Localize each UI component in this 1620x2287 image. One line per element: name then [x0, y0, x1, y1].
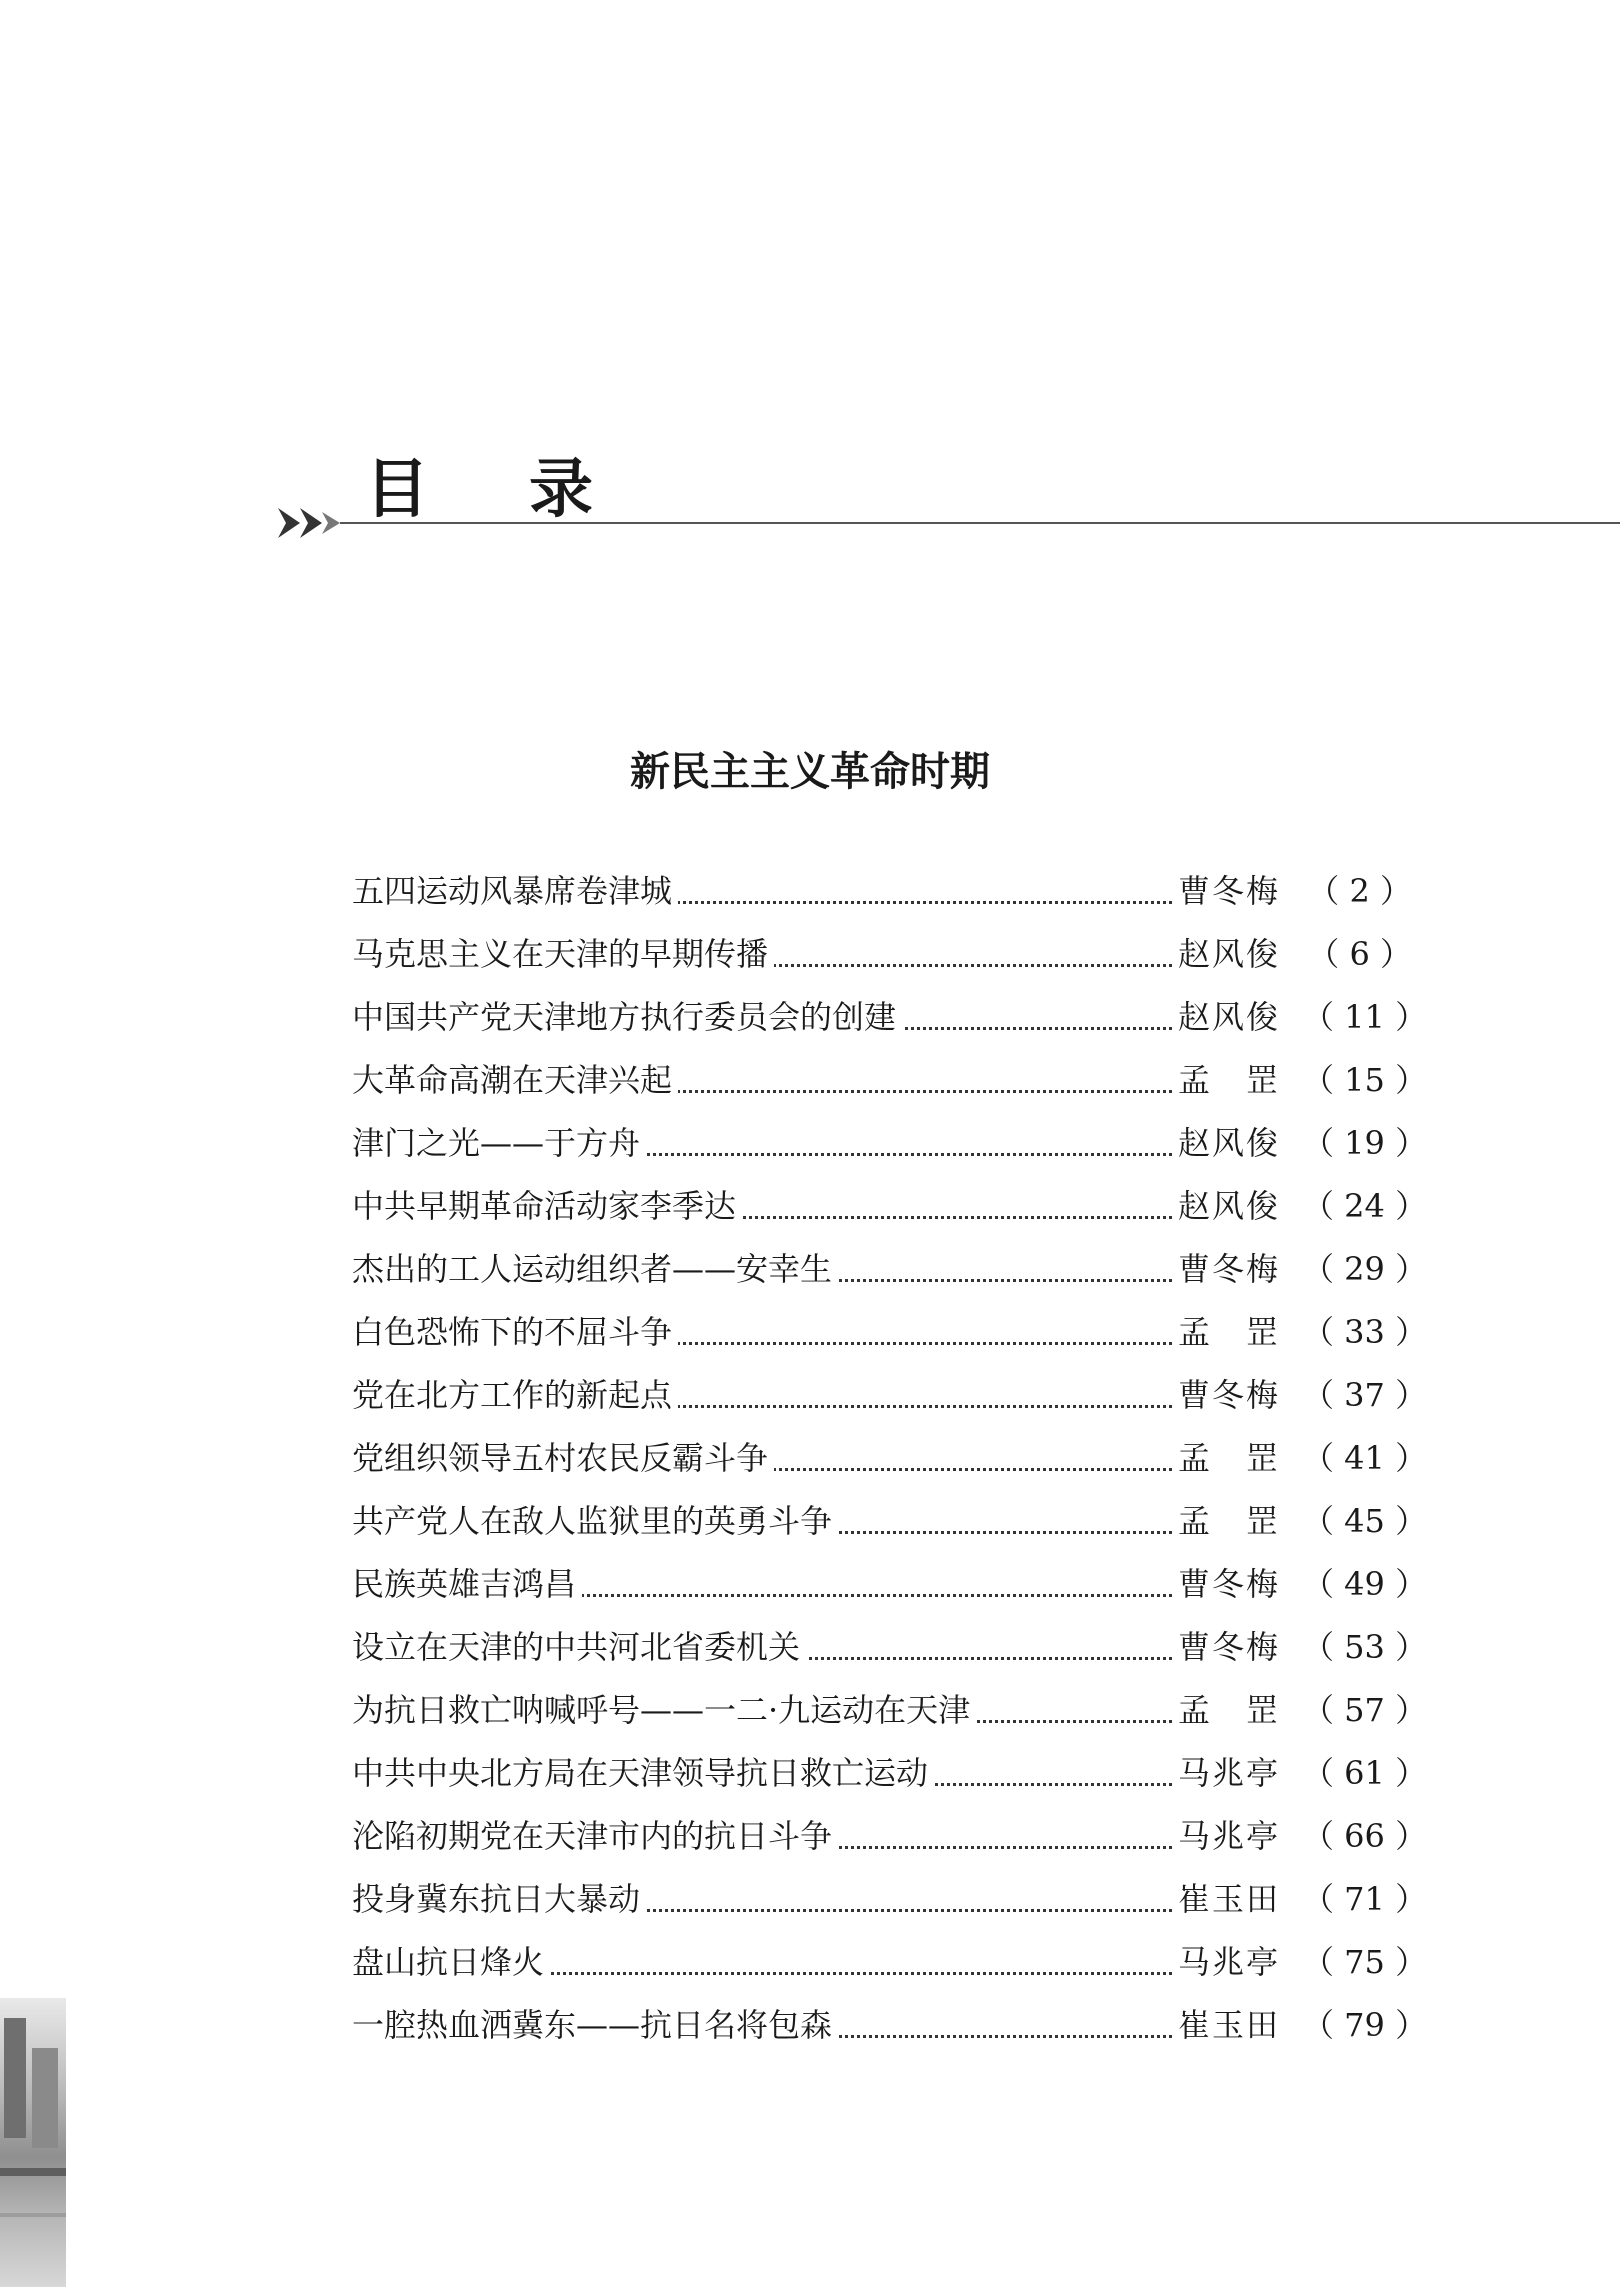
toc-entry-author: 赵风俊	[1174, 1117, 1298, 1169]
toc-entry[interactable]	[352, 1999, 1428, 2062]
toc-entry-page: （ 45 ）	[1302, 1502, 1428, 1540]
toc-entry-page: （ 2 ）	[1307, 872, 1412, 910]
toc-entry-author: 孟 罡	[1174, 1684, 1298, 1736]
toc-entry-author: 赵风俊	[1174, 928, 1298, 980]
toc-entry[interactable]	[352, 1621, 1428, 1684]
toc-entry-title: 为抗日救亡呐喊呼号——一二·九运动在天津	[352, 1684, 976, 1736]
toc-entry[interactable]	[352, 1684, 1428, 1747]
toc-entry[interactable]	[352, 1495, 1428, 1558]
double-arrow-icon	[278, 506, 348, 540]
toc-entry-title: 民族英雄吉鸿昌	[352, 1558, 582, 1610]
title-rule	[340, 522, 1620, 524]
toc-entry-title: 共产党人在敌人监狱里的英勇斗争	[352, 1495, 838, 1547]
toc-entry-author: 孟 罡	[1174, 1306, 1298, 1358]
toc-entry-author: 曹冬梅	[1174, 1243, 1298, 1295]
toc-entry-title: 五四运动风暴席卷津城	[352, 865, 678, 917]
toc-entry-title: 中共中央北方局在天津领导抗日救亡运动	[352, 1747, 934, 1799]
toc-entry-author: 马兆亭	[1174, 1936, 1298, 1988]
page-title: 目录	[365, 453, 693, 527]
toc-entry-author: 曹冬梅	[1174, 1621, 1298, 1673]
toc-entry-title: 津门之光——于方舟	[352, 1117, 646, 1169]
toc-entry-page: （ 71 ）	[1302, 1880, 1428, 1918]
toc-entry-author: 崔玉田	[1174, 1873, 1298, 1925]
toc-entry-author: 孟 罡	[1174, 1495, 1298, 1547]
decorative-photo	[0, 1998, 66, 2287]
toc-entry-title: 盘山抗日烽火	[352, 1936, 550, 1988]
toc-entry-page: （ 66 ）	[1302, 1817, 1428, 1855]
toc-entry[interactable]	[352, 1243, 1428, 1306]
toc-entry[interactable]	[352, 1810, 1428, 1873]
toc-entry[interactable]	[352, 865, 1412, 928]
toc-entry-title: 一腔热血洒冀东——抗日名将包森	[352, 1999, 838, 2051]
toc-entry-author: 赵风俊	[1174, 1180, 1298, 1232]
toc-entry-author: 曹冬梅	[1174, 865, 1298, 917]
toc-list	[352, 865, 1428, 2062]
toc-entry[interactable]	[352, 1747, 1428, 1810]
toc-entry-author: 曹冬梅	[1174, 1369, 1298, 1421]
toc-entry-title: 投身冀东抗日大暴动	[352, 1873, 646, 1925]
toc-entry[interactable]	[352, 1936, 1428, 1999]
toc-entry-author: 曹冬梅	[1174, 1558, 1298, 1610]
toc-entry-page: （ 79 ）	[1302, 2006, 1428, 2044]
section-title: 新民主主义革命时期	[630, 749, 990, 795]
toc-entry[interactable]	[352, 1180, 1428, 1243]
toc-entry-title: 设立在天津的中共河北省委机关	[352, 1621, 806, 1673]
toc-entry-title: 白色恐怖下的不屈斗争	[352, 1306, 678, 1358]
toc-entry-author: 马兆亭	[1174, 1810, 1298, 1862]
toc-entry-page: （ 61 ）	[1302, 1754, 1428, 1792]
toc-entry[interactable]	[352, 1873, 1428, 1936]
toc-entry-page: （ 37 ）	[1302, 1376, 1428, 1414]
toc-entry[interactable]	[352, 928, 1412, 991]
toc-entry-page: （ 75 ）	[1302, 1943, 1428, 1981]
toc-entry[interactable]	[352, 1054, 1428, 1117]
toc-entry-title: 中国共产党天津地方执行委员会的创建	[352, 991, 902, 1043]
toc-entry-title: 大革命高潮在天津兴起	[352, 1054, 678, 1106]
toc-entry-page: （ 57 ）	[1302, 1691, 1428, 1729]
toc-entry-page: （ 49 ）	[1302, 1565, 1428, 1603]
toc-entry[interactable]	[352, 1369, 1428, 1432]
toc-entry-title: 沦陷初期党在天津市内的抗日斗争	[352, 1810, 838, 1862]
toc-entry-page: （ 11 ）	[1302, 998, 1428, 1036]
toc-entry[interactable]	[352, 1432, 1428, 1495]
toc-entry-title: 杰出的工人运动组织者——安幸生	[352, 1243, 838, 1295]
toc-entry[interactable]	[352, 991, 1428, 1054]
toc-entry-page: （ 24 ）	[1302, 1187, 1428, 1225]
toc-entry-author: 马兆亭	[1174, 1747, 1298, 1799]
toc-entry-author: 崔玉田	[1174, 1999, 1298, 2051]
toc-entry-page: （ 53 ）	[1302, 1628, 1428, 1666]
toc-entry-page: （ 6 ）	[1307, 935, 1412, 973]
toc-entry[interactable]	[352, 1558, 1428, 1621]
toc-entry[interactable]	[352, 1117, 1428, 1180]
toc-entry-title: 党在北方工作的新起点	[352, 1369, 678, 1421]
toc-entry-page: （ 33 ）	[1302, 1313, 1428, 1351]
toc-entry[interactable]	[352, 1306, 1428, 1369]
toc-entry-title: 党组织领导五村农民反霸斗争	[352, 1432, 774, 1484]
toc-entry-title: 马克思主义在天津的早期传播	[352, 928, 774, 980]
toc-entry-title: 中共早期革命活动家李季达	[352, 1180, 742, 1232]
toc-entry-author: 孟 罡	[1174, 1432, 1298, 1484]
toc-entry-page: （ 41 ）	[1302, 1439, 1428, 1477]
toc-entry-page: （ 19 ）	[1302, 1124, 1428, 1162]
toc-entry-author: 赵风俊	[1174, 991, 1298, 1043]
toc-entry-page: （ 29 ）	[1302, 1250, 1428, 1288]
toc-entry-page: （ 15 ）	[1302, 1061, 1428, 1099]
toc-entry-author: 孟 罡	[1174, 1054, 1298, 1106]
